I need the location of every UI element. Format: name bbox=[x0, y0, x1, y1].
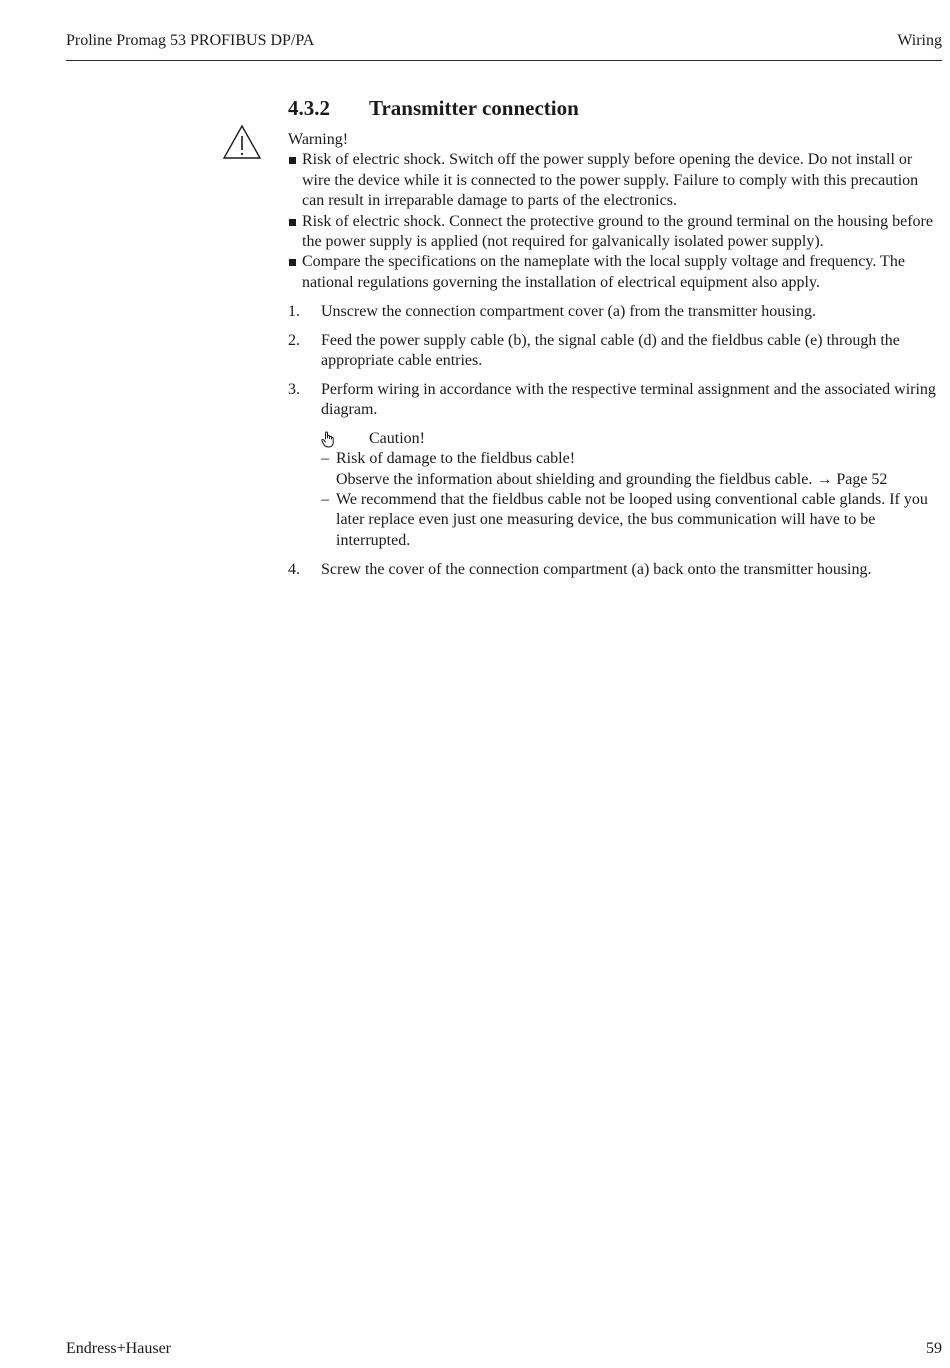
bullet-square-icon bbox=[289, 259, 296, 266]
section-heading bbox=[288, 96, 579, 121]
footer-company: Endress+Hauser bbox=[66, 1340, 171, 1357]
caution-heading bbox=[321, 429, 942, 449]
step-item bbox=[288, 560, 942, 580]
bullet-square-icon bbox=[289, 219, 296, 226]
caution-label: Caution! bbox=[369, 429, 425, 447]
caution-item: – We recommend that the fieldbus cable not be looped using conventional cable glands. If you later replace even just one measuring device, the bus communication will have to be interrupted. bbox=[321, 490, 928, 549]
procedure-steps bbox=[288, 302, 942, 580]
caution-hand-icon bbox=[321, 431, 334, 448]
warning-label: Warning! bbox=[288, 131, 349, 148]
dash-marker: – bbox=[321, 450, 329, 468]
step-text: Feed the power supply cable (b), the signal cable (d) and the fieldbus cable (e) through the appropriate cable entries. bbox=[321, 331, 900, 370]
footer-page-number: 59 bbox=[926, 1340, 942, 1357]
step-text: Perform wiring in accordance with the respective terminal assignment and the associated wiring diagram. bbox=[321, 380, 936, 419]
bullet-square-icon bbox=[289, 157, 296, 164]
warning-item: Risk of electric shock. Connect the protective ground to the ground terminal on the housing before the power supply is applied (not required for galvanically isolated power supply). bbox=[288, 212, 942, 253]
step-text: Unscrew the connection compartment cover (a) from the transmitter housing. bbox=[321, 302, 816, 320]
step-number: 2. bbox=[288, 331, 300, 349]
warning-item: Risk of electric shock. Switch off the power supply before opening the device. Do not install or wire the device while it is connected to the power supply. Failure to comply with this precaution can result in irreparable damage to parts of the electronics. bbox=[288, 150, 942, 211]
section-content bbox=[288, 130, 942, 580]
step-item bbox=[288, 380, 942, 551]
step-number: 1. bbox=[288, 302, 300, 320]
caution-list bbox=[321, 449, 942, 551]
warning-triangle-icon bbox=[222, 124, 262, 160]
step-number: 3. bbox=[288, 380, 300, 398]
page-header bbox=[66, 30, 942, 61]
caution-item: – Risk of damage to the fieldbus cable! Observe the information about shielding and grounding the fieldbus cable. → Page 52 bbox=[321, 450, 888, 488]
document-title: Proline Promag 53 PROFIBUS DP/PA bbox=[66, 32, 315, 49]
dash-marker: – bbox=[321, 490, 329, 508]
step-item bbox=[288, 302, 942, 322]
section-title: Transmitter connection bbox=[369, 96, 579, 120]
section-number: 4.3.2 bbox=[288, 96, 330, 120]
warning-list bbox=[288, 150, 942, 293]
step-item bbox=[288, 331, 942, 372]
step-number: 4. bbox=[288, 560, 300, 578]
page-reference: → Page 52 bbox=[816, 470, 888, 488]
step-text: Screw the cover of the connection compartment (a) back onto the transmitter housing. bbox=[321, 560, 872, 578]
chapter-name: Wiring bbox=[897, 32, 942, 49]
warning-item: Compare the specifications on the nameplate with the local supply voltage and frequency. The national regulations governing the installation of electrical equipment also apply. bbox=[288, 252, 942, 293]
